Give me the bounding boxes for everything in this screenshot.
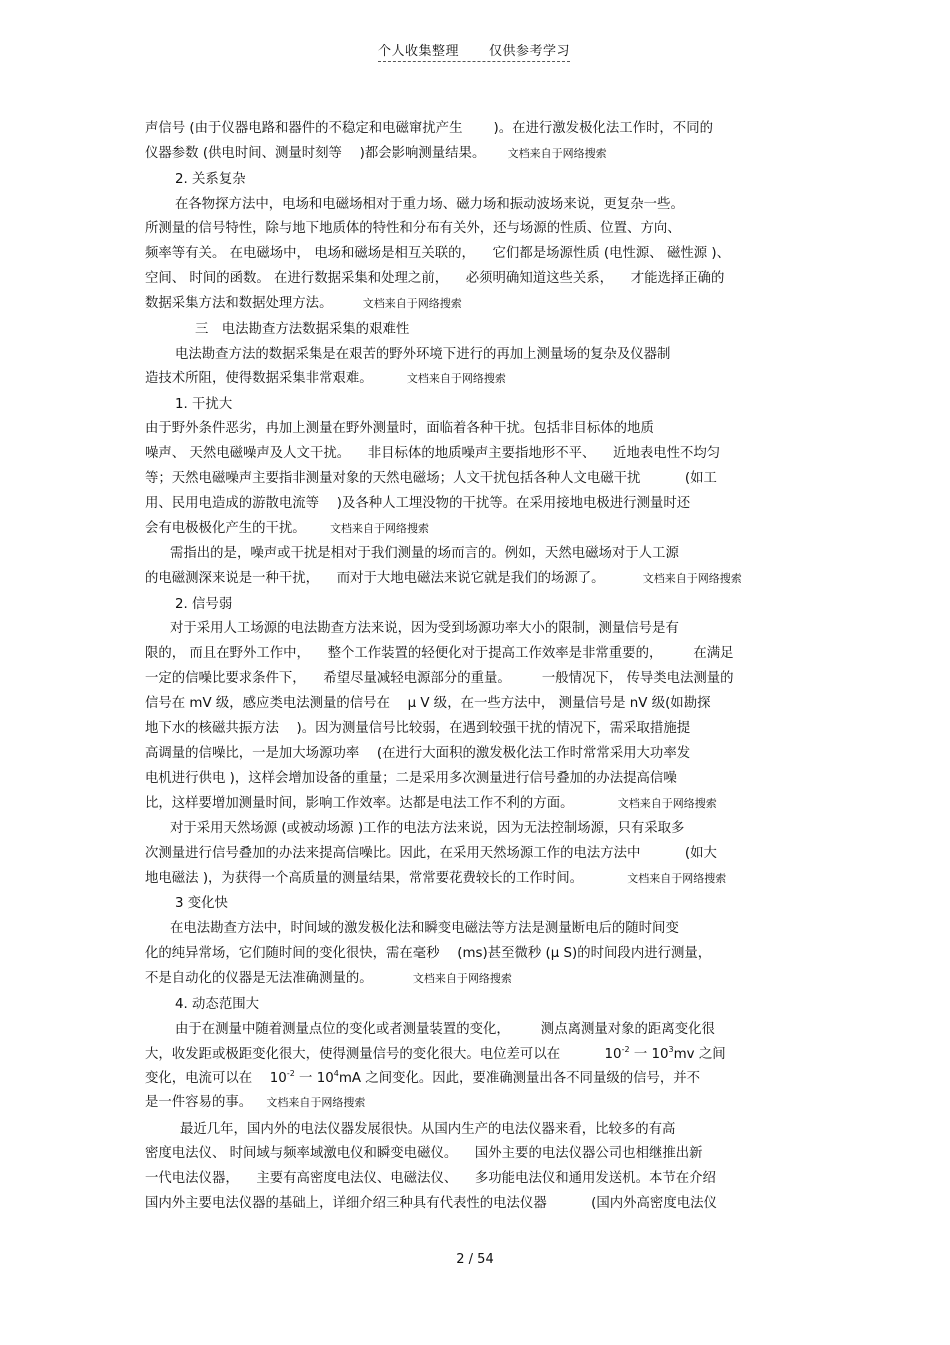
exponent: 3 bbox=[668, 1045, 674, 1054]
text-line: 空间、 时间的函数。 在进行数据采集和处理之前， 必须明确知道这些关系， 才能选择正确的 bbox=[145, 271, 725, 286]
header-left-text: 个人收集整理 bbox=[378, 44, 460, 59]
text-line: 由于野外条件恶劣，冉加上测量在野外测量时，面临着各种干扰。包括非目标体的地质 bbox=[145, 421, 654, 436]
text-line-content: 造技术所阻，使得数据采集非常艰难。 bbox=[145, 371, 377, 386]
text-line: 密度电法仪、 时间域与频率域激电仪和瞬变电磁仪。 国外主要的电法仪器公司也相继推出新 bbox=[145, 1146, 703, 1161]
text-line: 高调量的信噪比，一是加大场源功率 (在进行大面积的激发极化法工作时常常采用大功率发 bbox=[145, 746, 691, 761]
text-line bbox=[145, 146, 607, 162]
text-line: 等；天然电磁噪声主要指非测量对象的天然电磁场；人文干扰包括各种人文电磁干扰 (如工 bbox=[145, 471, 717, 486]
text-line: 用、民用电造成的游散电流等 )及各种人工埋没物的干扰等。在采用接地电极进行测量时还 bbox=[145, 496, 691, 511]
text-line: 噪声、 天然电磁噪声及人文干扰。 非目标体的地质噪声主要指地形不平、 近地表电性不均匀 bbox=[145, 446, 721, 461]
text-line: 在各物探方法中，电场和电磁场相对于重力场、磁力场和振动波场来说，更复杂一些。 bbox=[175, 197, 684, 212]
text-line bbox=[145, 1071, 700, 1087]
source-note: 文档来自于网络搜索 bbox=[406, 372, 506, 385]
text-line: 频率等有关。 在电磁场中， 电场和磁场是相互关联的， 它们都是场源性质 (电性源、 磁性源 )、 bbox=[145, 246, 730, 261]
text-line bbox=[145, 796, 717, 812]
text-line: 对于采用天然场源 (或被动场源 )工作的电法方法来说，因为无法控制场源，只有采取多 bbox=[170, 821, 685, 836]
exponent: -2 bbox=[621, 1045, 630, 1054]
chapter-heading: 三 电法勘查方法数据采集的艰难性 bbox=[195, 322, 410, 337]
source-note: 文档来自于网络搜索 bbox=[617, 797, 717, 810]
text-line bbox=[145, 1047, 726, 1063]
text-line: 电机进行供电 )，这样会增加设备的重量；二是采用多次测量进行信号叠加的办法提高信噪 bbox=[145, 771, 677, 786]
header-right-text: 仅供参考学习 bbox=[489, 44, 571, 59]
source-note: 文档来自于网络搜索 bbox=[642, 572, 742, 585]
text-line: 所测量的信号特性，除与地下地质体的特性和分布有关外，还与场源的性质、位置、方向、 bbox=[145, 221, 681, 236]
text-line: 国内外主要电法仪器的基础上，详细介绍三种具有代表性的电法仪器 (国内外高密度电法仪 bbox=[145, 1196, 717, 1211]
section-heading: 2. 关系复杂 bbox=[175, 172, 246, 187]
source-note: 文档来自于网络搜索 bbox=[266, 1096, 366, 1109]
text-line-content: 变化，电流可以在 10 bbox=[145, 1071, 287, 1086]
exponent: 4 bbox=[333, 1069, 339, 1078]
text-line bbox=[145, 521, 429, 537]
text-line bbox=[145, 371, 506, 387]
text-line-content: 仪器参数 (供电时间、测量时刻等 )都会影响测量结果。 bbox=[145, 146, 490, 161]
section-heading: 4. 动态范围大 bbox=[175, 997, 259, 1012]
text-line-content: mv 之间 bbox=[673, 1047, 726, 1062]
section-heading: 3 变化快 bbox=[175, 896, 228, 911]
text-line: 需指出的是，噪声或干扰是相对于我们测量的场而言的。例如，天然电磁场对于人工源 bbox=[170, 546, 679, 561]
text-line-content: 比，这样要增加测量时间，影响工作效率。达都是电法工作不利的方面。 bbox=[145, 796, 578, 811]
section-heading: 2. 信号弱 bbox=[175, 597, 233, 612]
text-line-content: 数据采集方法和数据处理方法。 bbox=[145, 296, 337, 311]
text-line: 化的纯异常场，它们随时间的变化很快，需在毫秒 (ms)甚至微秒 (μ S)的时间段内进行测量， bbox=[145, 946, 712, 961]
text-line-content: 一 10 bbox=[629, 1047, 669, 1062]
text-line: 一定的信噪比要求条件下， 希望尽量减轻电源部分的重量。 一般情况下， 传导类电法测量的 bbox=[145, 671, 734, 686]
source-note: 文档来自于网络搜索 bbox=[412, 972, 512, 985]
source-note: 文档来自于网络搜索 bbox=[507, 147, 607, 160]
text-line bbox=[145, 971, 512, 987]
source-note: 文档来自于网络搜索 bbox=[627, 872, 727, 885]
text-line: 声信号 (由于仪器电路和器件的不稳定和电磁窜扰产生 )。在进行激发极化法工作时，不同的 bbox=[145, 121, 713, 136]
text-line-content: mA 之间变化。因此，要准确测量出各不同量级的信号，并不 bbox=[338, 1071, 701, 1086]
text-line bbox=[145, 871, 726, 887]
text-line bbox=[145, 1095, 365, 1111]
page-number: 2 / 54 bbox=[456, 1252, 494, 1267]
source-note: 文档来自于网络搜索 bbox=[362, 297, 462, 310]
text-line: 次测量进行信号叠加的办法来提高信噪比。因此，在采用天然场源工作的电法方法中 (如大 bbox=[145, 846, 717, 861]
text-line-content: 一 10 bbox=[294, 1071, 334, 1086]
text-line: 地下水的核磁共振方法 )。因为测量信号比较弱，在遇到较强干扰的情况下，需采取措施提 bbox=[145, 721, 691, 736]
text-line-content: 地电磁法 )，为获得一个高质量的测量结果，常常要花费较长的工作时间。 bbox=[145, 871, 588, 886]
text-line: 一代电法仪器， 主要有高密度电法仪、电磁法仪、 多功能电法仪和通用发送机。本节在介绍 bbox=[145, 1171, 716, 1186]
exponent: -2 bbox=[286, 1069, 295, 1078]
text-line: 对于采用人工场源的电法勘查方法来说，因为受到场源功率大小的限制，测量信号是有 bbox=[170, 621, 679, 636]
text-line-content: 的电磁测深来说是一种干扰， 而对于大地电磁法来说它就是我们的场源了。 bbox=[145, 571, 609, 586]
page-header bbox=[378, 40, 570, 62]
text-line-content: 不是自动化的仪器是无法准确测量的。 bbox=[145, 971, 377, 986]
text-line: 信号在 mV 级，感应类电法测量的信号在 μ V 级，在一些方法中， 测量信号是 nV 级(如勘探 bbox=[145, 696, 711, 711]
source-note: 文档来自于网络搜索 bbox=[329, 522, 429, 535]
text-line bbox=[145, 296, 462, 312]
text-line-content: 大，收发距或极距变化很大，使得测量信号的变化很大。电位差可以在 10 bbox=[145, 1047, 622, 1062]
section-heading: 1. 干扰大 bbox=[175, 397, 233, 412]
text-line-content: 会有电极极化产生的干扰。 bbox=[145, 521, 310, 536]
text-line-content: 是一件容易的事。 bbox=[145, 1095, 257, 1110]
text-line bbox=[145, 571, 742, 587]
text-line: 由于在测量中随着测量点位的变化或者测量装置的变化， 测点离测量对象的距离变化很 bbox=[175, 1022, 715, 1037]
text-line: 最近几年，国内外的电法仪器发展很快。从国内生产的电法仪器来看，比较多的有高 bbox=[180, 1122, 676, 1137]
text-line: 电法勘查方法的数据采集是在艰苦的野外环境下进行的再加上测量场的复杂及仪器制 bbox=[175, 347, 671, 362]
text-line: 限的， 而且在野外工作中， 整个工作装置的轻便化对于提高工作效率是非常重要的， 在满足 bbox=[145, 646, 734, 661]
text-line: 在电法勘查方法中，时间域的激发极化法和瞬变电磁法等方法是测量断电后的随时间变 bbox=[170, 921, 679, 936]
